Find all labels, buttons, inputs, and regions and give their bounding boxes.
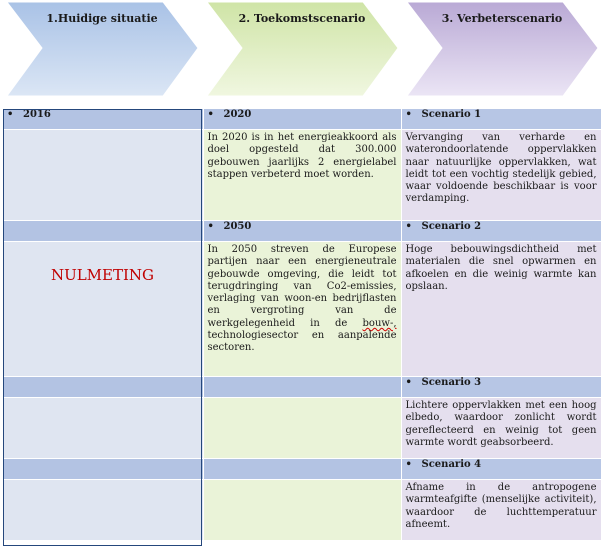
- cell-empty-header: [203, 377, 401, 398]
- cell-2020-header: • 2020: [203, 109, 401, 130]
- bullet-icon: •: [405, 221, 412, 232]
- cell-empty-header: [3, 377, 203, 398]
- bullet-icon: •: [207, 109, 214, 120]
- cell-empty: [3, 242, 203, 377]
- cell-scenario-1-header: • Scenario 1: [401, 109, 601, 130]
- cell-scenario-4-header: • Scenario 4: [401, 459, 601, 480]
- chevron-toekomstscenario: [205, 0, 400, 98]
- bullet-icon: •: [405, 109, 412, 120]
- table-row: [3, 242, 601, 377]
- bullet-icon: •: [405, 377, 412, 388]
- cell-2050-text: In 2050 streven de Europese partijen naar een energieneutrale gebouwde omgeving, die leidt tot terugdringing van Co2-emissies, verlaging van woon-en bedrijflasten en vergroting van de werkgelegenheid in de bouw-, technologiesector en aanpalende sectoren.: [203, 242, 401, 377]
- table-row: [3, 398, 601, 459]
- bullet-icon: •: [405, 459, 412, 470]
- chevron-label: 3. Verbeterscenario: [441, 12, 563, 25]
- nulmeting-label: NULMETING: [50, 266, 155, 284]
- cell-empty-header: [3, 221, 203, 242]
- cell-scenario-2-header: • Scenario 2: [401, 221, 601, 242]
- cell-2016-header: • 2016: [3, 109, 203, 130]
- chevron-verbeterscenario: [405, 0, 600, 98]
- cell-empty: [3, 398, 203, 459]
- cell-empty-header: [3, 459, 203, 480]
- cell-scenario-3-text: Lichtere oppervlakken met een hoog elbedo, waardoor zonlicht wordt gereflecteerd en weinig tot geen warmte wordt geabsorbeerd.: [401, 398, 601, 459]
- bullet-icon: •: [7, 109, 14, 120]
- chevron-label: 2. Toekomstscenario: [238, 12, 366, 25]
- table-row: [3, 221, 601, 242]
- scenario-table: [3, 109, 602, 541]
- cell-empty: [3, 480, 203, 541]
- chevron-huidige-situatie: [5, 0, 200, 98]
- table-row: [3, 377, 601, 398]
- cell-empty-header: [203, 459, 401, 480]
- table-row: [3, 459, 601, 480]
- cell-scenario-4-text: Afname in de antropogene warmteafgifte (menselijke activiteit), waardoor de luchttemperatuur afneemt.: [401, 480, 601, 541]
- chevron-label: 1.Huidige situatie: [46, 12, 158, 25]
- cell-empty: [3, 130, 203, 221]
- cell-empty: [203, 480, 401, 541]
- cell-scenario-3-header: • Scenario 3: [401, 377, 601, 398]
- cell-scenario-1-text: Vervanging van verharde en waterondoorlatende oppervlakken naar natuurlijke oppervlakken, wat leidt tot een vochtig stedelijk gebied, waar voldoende beschikbaar is voor verdamping.: [401, 130, 601, 221]
- bullet-icon: •: [207, 221, 214, 232]
- table-row: [3, 130, 601, 221]
- table-row: [3, 480, 601, 541]
- cell-2020-text: In 2020 is in het energieakkoord als doel opgesteld dat 300.000 gebouwen jaarlijks 2 energielabel stappen verbeterd moet worden.: [203, 130, 401, 221]
- table-row: [3, 109, 601, 130]
- spellcheck-word: bouw-,: [362, 317, 397, 329]
- cell-scenario-2-text: Hoge bebouwingsdichtheid met materialen die snel opwarmen en afkoelen en die weinig warmte kan opslaan.: [401, 242, 601, 377]
- cell-empty: [203, 398, 401, 459]
- cell-2050-header: • 2050: [203, 221, 401, 242]
